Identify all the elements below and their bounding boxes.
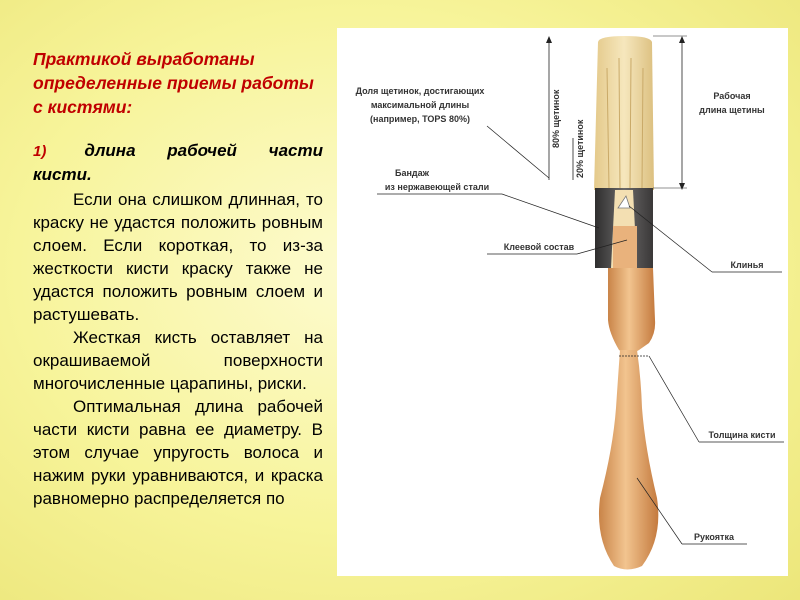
working-length-label-line1: Рабочая — [713, 91, 751, 101]
band-label-line1: Бандаж — [394, 168, 430, 178]
share-label-line2: максимальной длины — [370, 100, 470, 110]
band-label-line2: из нержавеющей стали — [384, 182, 490, 192]
brush-diagram-panel — [337, 28, 788, 576]
bristles — [594, 36, 654, 190]
working-length-label-line2: длина щетины — [699, 105, 765, 115]
point-heading — [33, 139, 323, 163]
point-heading-line1: длина рабочей части — [84, 141, 323, 160]
handle — [599, 350, 658, 570]
paragraph-2: Жесткая кисть оставляет на окрашиваемой поверхности многочисленные царапины, риски. — [33, 328, 323, 393]
paragraph-1: Если она слишком длинная, то краску не удастся положить ровным слоем. Если короткая, то из-за жесткости кисти краску также не удастся положить ровным слоем и растушевать. — [33, 190, 323, 324]
thickness-label: Толщина кисти — [708, 430, 776, 440]
point-heading-line2: кисти. — [33, 165, 92, 184]
glue-label: Клеевой состав — [503, 242, 575, 252]
pct80-label: 80% щетинок — [551, 89, 561, 148]
paragraph-3: Оптимальная длина рабочей части кисти равна ее диаметру. В этом случае упругость волоса и нажим руки уравниваются, и краска равномерно распределяется по — [33, 397, 323, 508]
share-label-line3: (например, TOPS 80%) — [370, 114, 470, 124]
point-number: 1) — [33, 143, 47, 160]
slide-text-block — [33, 47, 323, 510]
wedges-label: Клинья — [730, 260, 764, 270]
pct20-label: 20% щетинок — [575, 119, 585, 178]
share-label-line1: Доля щетинок, достигающих — [355, 86, 485, 96]
slide-title: Практикой выработаны определенные приемы работы с кистями: — [33, 49, 314, 117]
handle-label: Рукоятка — [694, 532, 734, 542]
brush-diagram — [337, 28, 788, 576]
handle-collar — [608, 268, 655, 356]
glue-block — [613, 226, 637, 270]
